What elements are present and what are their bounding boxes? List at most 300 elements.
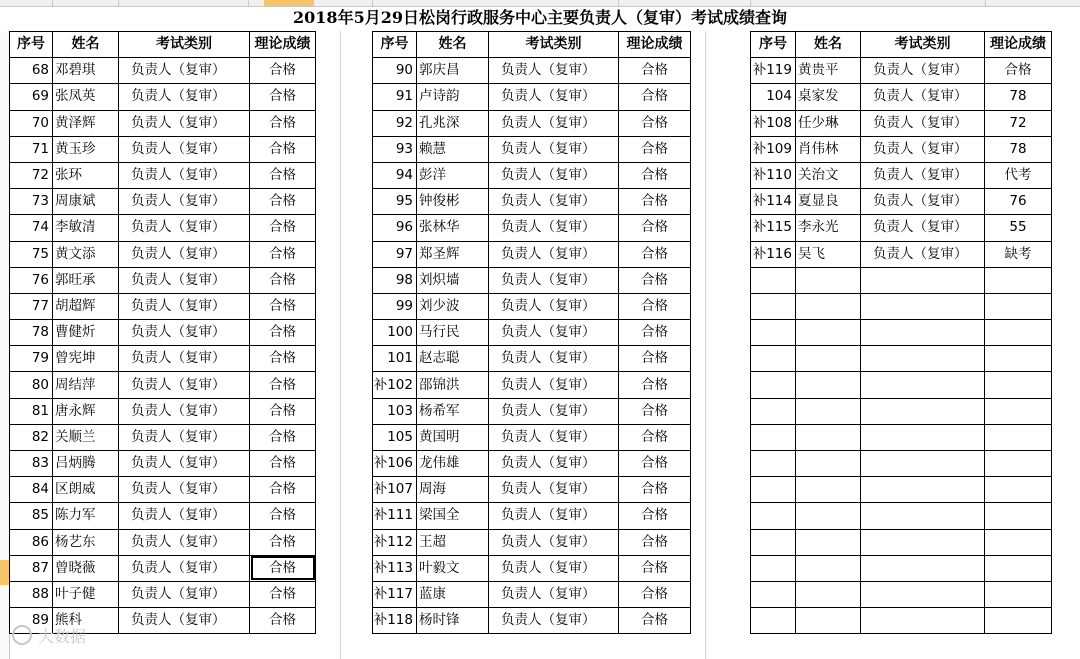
cell-name[interactable]: 关顺兰	[53, 424, 119, 450]
header-name[interactable]: 姓名	[796, 32, 861, 58]
cell-exam-type[interactable]: 负责人（复审）	[119, 320, 250, 346]
cell-exam-type[interactable]: 负责人（复审）	[119, 372, 250, 398]
cell-name[interactable]: 张林华	[417, 215, 489, 241]
cell-exam-type[interactable]: 负责人（复审）	[489, 267, 619, 293]
table-row	[10, 241, 316, 267]
header-theory-score[interactable]: 理论成绩	[985, 32, 1052, 58]
cell-exam-type[interactable]	[861, 451, 985, 477]
cell-exam-type[interactable]: 负责人（复审）	[489, 346, 619, 372]
cell-name[interactable]: 黄国明	[417, 424, 489, 450]
cell-no[interactable]: 补119	[751, 58, 796, 84]
cell-no[interactable]: 89	[10, 608, 53, 634]
cell-name[interactable]	[796, 424, 861, 450]
cell-exam-type[interactable]: 负责人（复审）	[489, 189, 619, 215]
cell-no[interactable]	[751, 346, 796, 372]
table-row	[373, 346, 691, 372]
cell-no[interactable]: 100	[373, 320, 417, 346]
cell-no[interactable]: 补110	[751, 162, 796, 188]
header-theory-score[interactable]: 理论成绩	[619, 32, 691, 58]
cell-no[interactable]: 104	[751, 84, 796, 110]
cell-name[interactable]: 杨希军	[417, 398, 489, 424]
table-row	[10, 162, 316, 188]
cell-theory-score[interactable]	[985, 372, 1052, 398]
cell-exam-type[interactable]: 负责人（复审）	[861, 241, 985, 267]
cell-name[interactable]	[796, 372, 861, 398]
table-row	[751, 189, 1052, 215]
cell-no[interactable]	[751, 581, 796, 607]
cell-theory-score[interactable]: 合格	[619, 293, 691, 319]
cell-name[interactable]: 孔兆深	[417, 110, 489, 136]
cell-theory-score[interactable]: 合格	[250, 189, 316, 215]
cell-exam-type[interactable]: 负责人（复审）	[119, 110, 250, 136]
cell-exam-type[interactable]	[861, 372, 985, 398]
cell-exam-type[interactable]: 负责人（复审）	[489, 162, 619, 188]
cell-theory-score[interactable]: 72	[985, 110, 1052, 136]
cell-name[interactable]	[796, 581, 861, 607]
cell-exam-type[interactable]	[861, 608, 985, 634]
cell-theory-score[interactable]	[985, 555, 1052, 581]
header-theory-score[interactable]: 理论成绩	[250, 32, 316, 58]
cell-no[interactable]: 84	[10, 477, 53, 503]
cell-name[interactable]	[796, 477, 861, 503]
cell-no[interactable]: 补107	[373, 477, 417, 503]
cell-no[interactable]: 76	[10, 267, 53, 293]
cell-exam-type[interactable]: 负责人（复审）	[119, 477, 250, 503]
cell-theory-score[interactable]	[985, 451, 1052, 477]
cell-exam-type[interactable]: 负责人（复审）	[489, 215, 619, 241]
cell-theory-score[interactable]: 合格	[619, 136, 691, 162]
cell-exam-type[interactable]: 负责人（复审）	[119, 293, 250, 319]
cell-exam-type[interactable]: 负责人（复审）	[861, 84, 985, 110]
cell-no[interactable]: 78	[10, 320, 53, 346]
cell-no[interactable]: 90	[373, 58, 417, 84]
cell-exam-type[interactable]: 负责人（复审）	[489, 503, 619, 529]
cell-theory-score[interactable]: 合格	[619, 320, 691, 346]
cell-no[interactable]: 补117	[373, 581, 417, 607]
cell-theory-score[interactable]: 合格	[250, 267, 316, 293]
cell-exam-type[interactable]: 负责人（复审）	[119, 162, 250, 188]
cell-exam-type[interactable]: 负责人（复审）	[489, 555, 619, 581]
cell-name[interactable]: 曾晓薇	[53, 555, 119, 581]
header-no[interactable]: 序号	[751, 32, 796, 58]
cell-no[interactable]: 92	[373, 110, 417, 136]
cell-theory-score[interactable]: 合格	[250, 477, 316, 503]
cell-exam-type[interactable]	[861, 581, 985, 607]
cell-theory-score[interactable]	[985, 529, 1052, 555]
header-no[interactable]: 序号	[373, 32, 417, 58]
cell-theory-score[interactable]: 合格	[619, 162, 691, 188]
cell-exam-type[interactable]: 负责人（复审）	[119, 608, 250, 634]
cell-theory-score[interactable]: 合格	[619, 215, 691, 241]
cell-theory-score[interactable]: 合格	[619, 581, 691, 607]
cell-no[interactable]: 101	[373, 346, 417, 372]
cell-name[interactable]: 吴飞	[796, 241, 861, 267]
cell-theory-score[interactable]: 合格	[250, 529, 316, 555]
cell-exam-type[interactable]: 负责人（复审）	[489, 110, 619, 136]
cell-theory-score[interactable]: 合格	[619, 241, 691, 267]
cell-no[interactable]: 73	[10, 189, 53, 215]
score-table-block-1	[9, 31, 316, 634]
cell-no[interactable]	[751, 320, 796, 346]
cell-theory-score[interactable]: 合格	[985, 58, 1052, 84]
cell-theory-score[interactable]: 合格	[619, 398, 691, 424]
cell-no[interactable]: 82	[10, 424, 53, 450]
cell-name[interactable]: 熊科	[53, 608, 119, 634]
cell-theory-score[interactable]: 合格	[250, 162, 316, 188]
cell-no[interactable]: 补112	[373, 529, 417, 555]
cell-exam-type[interactable]: 负责人（复审）	[119, 346, 250, 372]
cell-name[interactable]	[796, 555, 861, 581]
cell-no[interactable]: 补113	[373, 555, 417, 581]
cell-theory-score[interactable]: 合格	[619, 110, 691, 136]
cell-theory-score[interactable]	[985, 424, 1052, 450]
cell-no[interactable]: 105	[373, 424, 417, 450]
cell-exam-type[interactable]: 负责人（复审）	[489, 58, 619, 84]
cell-name[interactable]: 邵锦洪	[417, 372, 489, 398]
header-exam-type[interactable]: 考试类别	[861, 32, 985, 58]
cell-exam-type[interactable]: 负责人（复审）	[119, 189, 250, 215]
cell-name[interactable]: 蓝康	[417, 581, 489, 607]
cell-exam-type[interactable]: 负责人（复审）	[861, 58, 985, 84]
cell-theory-score[interactable]: 合格	[250, 398, 316, 424]
cell-exam-type[interactable]	[861, 320, 985, 346]
cell-exam-type[interactable]: 负责人（复审）	[861, 136, 985, 162]
cell-exam-type[interactable]	[861, 477, 985, 503]
cell-name[interactable]: 曾宪坤	[53, 346, 119, 372]
table-row	[751, 372, 1052, 398]
cell-theory-score[interactable]: 合格	[619, 372, 691, 398]
cell-exam-type[interactable]: 负责人（复审）	[489, 581, 619, 607]
table-row	[10, 58, 316, 84]
cell-name[interactable]	[796, 346, 861, 372]
cell-name[interactable]	[796, 608, 861, 634]
cell-exam-type[interactable]: 负责人（复审）	[489, 372, 619, 398]
cell-exam-type[interactable]: 负责人（复审）	[861, 215, 985, 241]
cell-exam-type[interactable]	[861, 267, 985, 293]
header-row	[10, 32, 316, 58]
cell-name[interactable]: 黄玉珍	[53, 136, 119, 162]
cell-no[interactable]: 88	[10, 581, 53, 607]
cell-no[interactable]: 91	[373, 84, 417, 110]
cell-name[interactable]	[796, 451, 861, 477]
cell-theory-score[interactable]: 合格	[619, 424, 691, 450]
cell-name[interactable]: 郑圣辉	[417, 241, 489, 267]
cell-theory-score[interactable]: 合格	[619, 477, 691, 503]
cell-theory-score[interactable]: 合格	[250, 581, 316, 607]
cell-name[interactable]: 黄贵平	[796, 58, 861, 84]
cell-no[interactable]: 97	[373, 241, 417, 267]
table-row	[10, 451, 316, 477]
cell-theory-score[interactable]	[985, 503, 1052, 529]
cell-name[interactable]: 张环	[53, 162, 119, 188]
cell-no[interactable]: 补114	[751, 189, 796, 215]
cell-theory-score[interactable]: 合格	[250, 293, 316, 319]
cell-no[interactable]: 83	[10, 451, 53, 477]
table-row	[373, 320, 691, 346]
score-table-block-2	[372, 31, 691, 634]
table-row	[751, 346, 1052, 372]
cell-no[interactable]: 93	[373, 136, 417, 162]
cell-no[interactable]: 96	[373, 215, 417, 241]
cell-name[interactable]: 杨时锋	[417, 608, 489, 634]
cell-theory-score[interactable]	[985, 477, 1052, 503]
cell-no[interactable]: 补108	[751, 110, 796, 136]
cell-theory-score[interactable]: 合格	[250, 424, 316, 450]
cell-exam-type[interactable]: 负责人（复审）	[489, 320, 619, 346]
cell-no[interactable]	[751, 398, 796, 424]
cell-exam-type[interactable]: 负责人（复审）	[861, 110, 985, 136]
cell-name[interactable]: 刘炽墙	[417, 267, 489, 293]
cell-no[interactable]: 68	[10, 58, 53, 84]
cell-theory-score[interactable]: 合格	[250, 215, 316, 241]
cell-exam-type[interactable]	[861, 503, 985, 529]
cell-theory-score[interactable]: 78	[985, 84, 1052, 110]
cell-name[interactable]: 桌家发	[796, 84, 861, 110]
cell-exam-type[interactable]	[861, 293, 985, 319]
cell-exam-type[interactable]: 负责人（复审）	[119, 136, 250, 162]
cell-exam-type[interactable]: 负责人（复审）	[119, 451, 250, 477]
cell-no[interactable]: 98	[373, 267, 417, 293]
cell-name[interactable]	[796, 293, 861, 319]
cell-exam-type[interactable]: 负责人（复审）	[489, 293, 619, 319]
cell-no[interactable]	[751, 293, 796, 319]
cell-no[interactable]: 补109	[751, 136, 796, 162]
cell-exam-type[interactable]	[861, 529, 985, 555]
cell-theory-score[interactable]: 合格	[250, 451, 316, 477]
cell-theory-score[interactable]: 合格	[250, 320, 316, 346]
table-row	[751, 555, 1052, 581]
table-row	[751, 477, 1052, 503]
cell-name[interactable]: 马行民	[417, 320, 489, 346]
cell-theory-score[interactable]: 55	[985, 215, 1052, 241]
cell-exam-type[interactable]: 负责人（复审）	[489, 451, 619, 477]
cell-name[interactable]: 邓碧琪	[53, 58, 119, 84]
cell-no[interactable]	[751, 477, 796, 503]
cell-name[interactable]	[796, 398, 861, 424]
cell-no[interactable]: 87	[10, 555, 53, 581]
header-exam-type[interactable]: 考试类别	[119, 32, 250, 58]
cell-name[interactable]: 李永光	[796, 215, 861, 241]
cell-no[interactable]: 补106	[373, 451, 417, 477]
cell-no[interactable]: 80	[10, 372, 53, 398]
cell-name[interactable]: 周海	[417, 477, 489, 503]
table-row	[373, 84, 691, 110]
cell-name[interactable]: 赖慧	[417, 136, 489, 162]
cell-name[interactable]: 叶子健	[53, 581, 119, 607]
cell-no[interactable]	[751, 555, 796, 581]
cell-no[interactable]	[751, 451, 796, 477]
cell-name[interactable]: 钟俊彬	[417, 189, 489, 215]
cell-name[interactable]: 龙伟雄	[417, 451, 489, 477]
cell-theory-score[interactable]: 合格	[619, 189, 691, 215]
header-name[interactable]: 姓名	[53, 32, 119, 58]
cell-name[interactable]: 周康斌	[53, 189, 119, 215]
cell-name[interactable]: 夏显良	[796, 189, 861, 215]
cell-theory-score[interactable]: 合格	[250, 555, 316, 581]
cell-no[interactable]: 69	[10, 84, 53, 110]
cell-no[interactable]: 70	[10, 110, 53, 136]
cell-no[interactable]	[751, 529, 796, 555]
cell-theory-score[interactable]: 代考	[985, 162, 1052, 188]
cell-no[interactable]	[751, 503, 796, 529]
table-row	[751, 581, 1052, 607]
cell-exam-type[interactable]: 负责人（复审）	[489, 424, 619, 450]
cell-theory-score[interactable]	[985, 293, 1052, 319]
cell-no[interactable]: 71	[10, 136, 53, 162]
cell-theory-score[interactable]: 78	[985, 136, 1052, 162]
cell-name[interactable]	[796, 320, 861, 346]
cell-theory-score[interactable]: 合格	[619, 503, 691, 529]
cell-theory-score[interactable]	[985, 398, 1052, 424]
cell-name[interactable]: 梁国全	[417, 503, 489, 529]
cell-no[interactable]: 74	[10, 215, 53, 241]
cell-exam-type[interactable]	[861, 555, 985, 581]
cell-theory-score[interactable]: 合格	[250, 58, 316, 84]
cell-exam-type[interactable]: 负责人（复审）	[119, 84, 250, 110]
cell-theory-score[interactable]	[985, 267, 1052, 293]
cell-exam-type[interactable]: 负责人（复审）	[489, 136, 619, 162]
header-no[interactable]: 序号	[10, 32, 53, 58]
cell-name[interactable]: 叶毅文	[417, 555, 489, 581]
cell-no[interactable]: 补118	[373, 608, 417, 634]
cell-name[interactable]: 李敏清	[53, 215, 119, 241]
sheet-title: 2018年5月29日松岗行政服务中心主要负责人（复审）考试成绩查询	[293, 8, 787, 27]
cell-theory-score[interactable]: 合格	[250, 608, 316, 634]
cell-name[interactable]: 胡超辉	[53, 293, 119, 319]
table-row	[10, 398, 316, 424]
cell-theory-score[interactable]: 合格	[250, 503, 316, 529]
cell-name[interactable]: 郭庆昌	[417, 58, 489, 84]
cell-name[interactable]: 张凤英	[53, 84, 119, 110]
table-row	[373, 293, 691, 319]
cell-theory-score[interactable]: 合格	[250, 372, 316, 398]
cell-no[interactable]: 补111	[373, 503, 417, 529]
cell-no[interactable]	[751, 608, 796, 634]
cell-no[interactable]: 81	[10, 398, 53, 424]
header-name[interactable]: 姓名	[417, 32, 489, 58]
cell-name[interactable]: 卢诗韵	[417, 84, 489, 110]
cell-no[interactable]: 77	[10, 293, 53, 319]
cell-theory-score[interactable]	[985, 320, 1052, 346]
cell-no[interactable]	[751, 424, 796, 450]
cell-exam-type[interactable]: 负责人（复审）	[119, 555, 250, 581]
cell-theory-score[interactable]: 合格	[250, 136, 316, 162]
cell-name[interactable]: 黄泽辉	[53, 110, 119, 136]
table-row	[10, 320, 316, 346]
cell-name[interactable]: 肖伟林	[796, 136, 861, 162]
cell-name[interactable]: 区朗威	[53, 477, 119, 503]
cell-theory-score[interactable]: 合格	[619, 346, 691, 372]
table-row	[751, 451, 1052, 477]
selected-row-indicator	[0, 560, 9, 585]
cell-no[interactable]	[751, 372, 796, 398]
cell-exam-type[interactable]: 负责人（复审）	[861, 162, 985, 188]
cell-exam-type[interactable]: 负责人（复审）	[489, 84, 619, 110]
cell-theory-score[interactable]: 合格	[250, 346, 316, 372]
cell-theory-score[interactable]: 缺考	[985, 241, 1052, 267]
cell-name[interactable]: 曹健炘	[53, 320, 119, 346]
cell-no[interactable]: 补102	[373, 372, 417, 398]
cell-name[interactable]: 周结萍	[53, 372, 119, 398]
cell-theory-score[interactable]: 合格	[619, 267, 691, 293]
cell-exam-type[interactable]: 负责人（复审）	[119, 215, 250, 241]
cell-exam-type[interactable]: 负责人（复审）	[119, 503, 250, 529]
cell-theory-score[interactable]: 合格	[619, 58, 691, 84]
cell-no[interactable]: 补116	[751, 241, 796, 267]
cell-name[interactable]: 彭洋	[417, 162, 489, 188]
cell-exam-type[interactable]: 负责人（复审）	[861, 189, 985, 215]
cell-name[interactable]: 刘少波	[417, 293, 489, 319]
cell-no[interactable]: 85	[10, 503, 53, 529]
cell-theory-score[interactable]: 合格	[619, 555, 691, 581]
cell-no[interactable]: 94	[373, 162, 417, 188]
cell-exam-type[interactable]	[861, 424, 985, 450]
cell-exam-type[interactable]: 负责人（复审）	[489, 477, 619, 503]
cell-theory-score[interactable]: 76	[985, 189, 1052, 215]
cell-exam-type[interactable]	[861, 346, 985, 372]
cell-exam-type[interactable]: 负责人（复审）	[119, 424, 250, 450]
table-row	[751, 398, 1052, 424]
cell-theory-score[interactable]: 合格	[619, 84, 691, 110]
cell-theory-score[interactable]: 合格	[619, 529, 691, 555]
cell-exam-type[interactable]: 负责人（复审）	[489, 529, 619, 555]
cell-theory-score[interactable]: 合格	[250, 110, 316, 136]
cell-exam-type[interactable]	[861, 398, 985, 424]
cell-name[interactable]	[796, 267, 861, 293]
cell-exam-type[interactable]: 负责人（复审）	[119, 241, 250, 267]
cell-no[interactable]	[751, 267, 796, 293]
cell-exam-type[interactable]: 负责人（复审）	[119, 58, 250, 84]
cell-no[interactable]: 79	[10, 346, 53, 372]
cell-no[interactable]: 99	[373, 293, 417, 319]
cell-exam-type[interactable]: 负责人（复审）	[489, 398, 619, 424]
cell-exam-type[interactable]: 负责人（复审）	[119, 267, 250, 293]
cell-name[interactable]: 郭旺承	[53, 267, 119, 293]
cell-name[interactable]: 陈力军	[53, 503, 119, 529]
cell-theory-score[interactable]	[985, 346, 1052, 372]
cell-theory-score[interactable]: 合格	[619, 451, 691, 477]
cell-theory-score[interactable]: 合格	[250, 241, 316, 267]
table-row	[10, 372, 316, 398]
cell-name[interactable]: 赵志聪	[417, 346, 489, 372]
cell-exam-type[interactable]: 负责人（复审）	[119, 581, 250, 607]
cell-name[interactable]: 任少琳	[796, 110, 861, 136]
cell-exam-type[interactable]: 负责人（复审）	[489, 608, 619, 634]
cell-no[interactable]: 72	[10, 162, 53, 188]
cell-name[interactable]: 关治文	[796, 162, 861, 188]
cell-no[interactable]: 103	[373, 398, 417, 424]
cell-name[interactable]: 王超	[417, 529, 489, 555]
cell-theory-score[interactable]	[985, 608, 1052, 634]
cell-name[interactable]: 杨艺东	[53, 529, 119, 555]
cell-exam-type[interactable]: 负责人（复审）	[119, 398, 250, 424]
cell-no[interactable]: 补115	[751, 215, 796, 241]
cell-theory-score[interactable]: 合格	[619, 608, 691, 634]
cell-no[interactable]: 95	[373, 189, 417, 215]
cell-theory-score[interactable]: 合格	[250, 84, 316, 110]
cell-exam-type[interactable]: 负责人（复审）	[489, 241, 619, 267]
cell-name[interactable]	[796, 503, 861, 529]
cell-name[interactable]: 唐永辉	[53, 398, 119, 424]
cell-name[interactable]: 吕炳腾	[53, 451, 119, 477]
cell-no[interactable]: 75	[10, 241, 53, 267]
cell-name[interactable]: 黄文添	[53, 241, 119, 267]
cell-theory-score[interactable]	[985, 581, 1052, 607]
cell-name[interactable]	[796, 529, 861, 555]
cell-no[interactable]: 86	[10, 529, 53, 555]
cell-exam-type[interactable]: 负责人（复审）	[119, 529, 250, 555]
header-exam-type[interactable]: 考试类别	[489, 32, 619, 58]
